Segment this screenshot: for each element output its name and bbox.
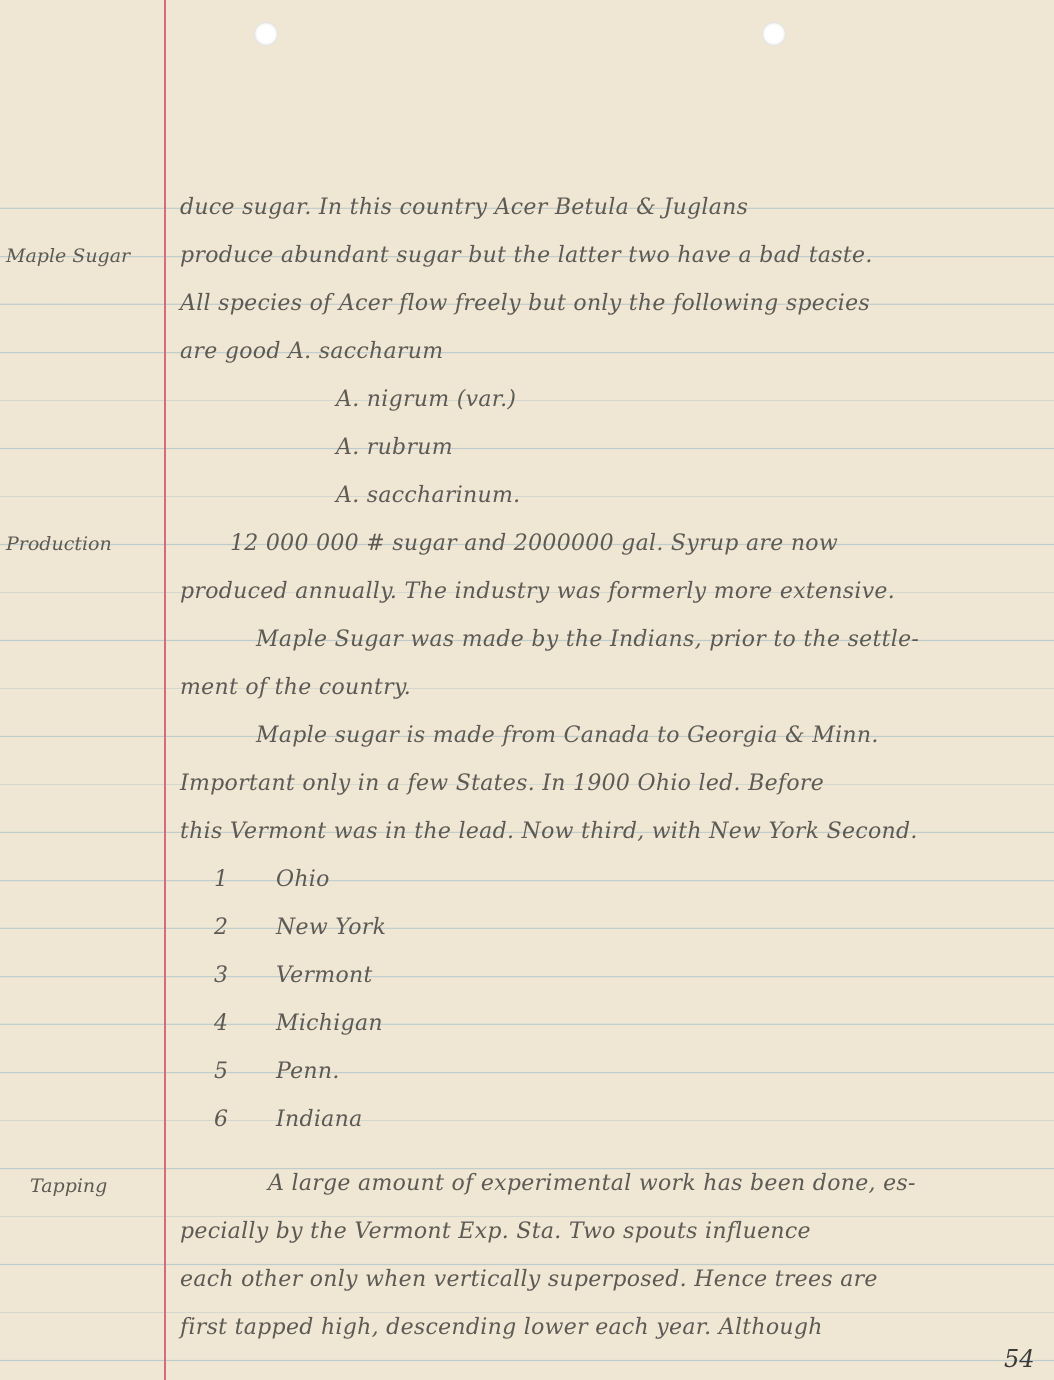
list-rank: 1: [214, 867, 229, 892]
list-item: Vermont: [276, 963, 373, 988]
text-line: A. rubrum: [336, 435, 453, 460]
text-line: Maple Sugar was made by the Indians, prior to the settle-: [256, 627, 920, 652]
list-rank: 6: [214, 1107, 229, 1132]
text-line: are good A. saccharum: [180, 339, 444, 364]
text-line: Maple sugar is made from Canada to Georgia & Minn.: [256, 723, 879, 748]
punch-hole-left: [254, 22, 278, 46]
margin-note-tapping: Tapping: [30, 1175, 108, 1197]
list-rank: 5: [214, 1059, 229, 1084]
list-item: Ohio: [276, 867, 330, 892]
list-item: New York: [276, 915, 387, 940]
list-rank: 3: [214, 963, 229, 988]
text-line: pecially by the Vermont Exp. Sta. Two spouts influence: [180, 1219, 811, 1244]
list-item: Indiana: [276, 1107, 363, 1132]
punch-hole-right: [762, 22, 786, 46]
text-line: produce abundant sugar but the latter two have a bad taste.: [180, 243, 873, 268]
text-line: Important only in a few States. In 1900 Ohio led. Before: [180, 771, 825, 796]
text-line: this Vermont was in the lead. Now third, with New York Second.: [180, 819, 918, 844]
text-line: A. saccharinum.: [336, 483, 521, 508]
margin-note-production: Production: [6, 533, 112, 555]
text-line: duce sugar. In this country Acer Betula & Juglans: [180, 195, 749, 220]
text-line: produced annually. The industry was formerly more extensive.: [180, 579, 896, 604]
list-rank: 4: [214, 1011, 229, 1036]
list-item: Michigan: [276, 1011, 383, 1036]
margin-note-maple-sugar: Maple Sugar: [6, 245, 131, 267]
text-line: All species of Acer flow freely but only the following species: [180, 291, 870, 316]
text-line: A large amount of experimental work has been done, es-: [268, 1171, 916, 1196]
page-number: 54: [1004, 1345, 1035, 1373]
text-line: ment of the country.: [180, 675, 412, 700]
text-line: A. nigrum (var.): [336, 387, 517, 412]
text-line: each other only when vertically superposed. Hence trees are: [180, 1267, 878, 1292]
list-item: Penn.: [276, 1059, 340, 1084]
list-rank: 2: [214, 915, 229, 940]
text-line: 12 000 000 # sugar and 2000000 gal. Syrup are now: [230, 531, 838, 556]
page-header-band: [0, 0, 1054, 162]
text-line: first tapped high, descending lower each year. Although: [180, 1315, 823, 1340]
